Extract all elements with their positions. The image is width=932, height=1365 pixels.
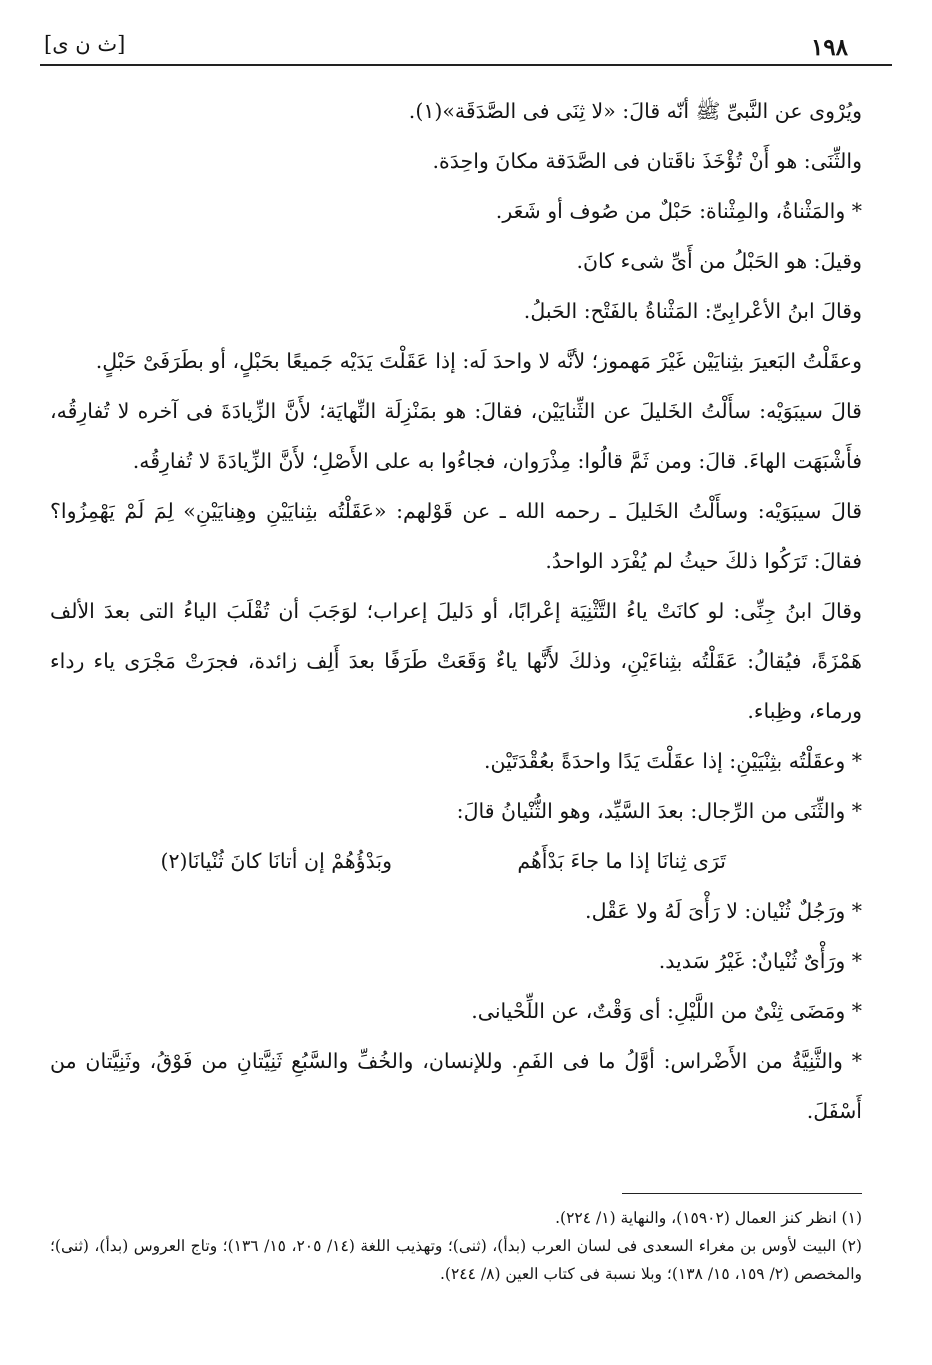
verse-first-hemistich: تَرَى ثِنانَا إذا ما جاءَ بَدْأَهُم	[517, 849, 726, 873]
paragraph: قالَ سيبَوَيْه: سأَلْتُ الخَليلَ عن الثِّنايَيْن، فقالَ: هو بمَنْزِلَة النِّهايَة؛ لأَنَّ الزِّيادَةَ فى آخره لا تُفارِقُه، فأَشْبَهَت الهاءَ. قالَ: ومن ثَمَّ قالُوا: مِذْرَوان، فجاءُوا به على الأَصْلِ؛ لأَنَّ الزِّيادَةَ لا تُفارِقُه.	[50, 399, 862, 473]
root-heading: [ث ن ى]	[44, 32, 126, 56]
paragraph: * وعقَلْتُه بثِنْيَيْنِ: إذا عقَلْتَ يَدًا واحدَةً بعُقْدَتَيْن.	[484, 749, 862, 773]
paragraph: ويُرْوى عن النَّبىِّ ﷺ أنّه قالَ: «لا ثِنَى فى الصَّدَقَة»(١).	[408, 99, 862, 123]
page-number: ١٩٨	[810, 34, 848, 61]
paragraph: * والمَثْناةُ، والمِثْناة: حَبْلٌ من صُوف أو شَعَر.	[495, 199, 862, 223]
paragraph: * ومَضَى ثِنْىٌ من اللَّيْلِ: أى وَقْتٌ، عن اللِّحْيانى.	[471, 999, 862, 1023]
entry-body	[50, 86, 862, 1136]
footnotes	[50, 1204, 862, 1288]
paragraph: وقالَ ابنُ الأعْرابِىِّ: المَثْناةُ بالفَتْح: الحَبلُ.	[523, 299, 862, 323]
paragraph: * والثِّنَى من الرِّجال: بعدَ السَّيِّد، وهو الثُّنْيانُ قالَ:	[456, 799, 862, 823]
paragraph: * ورَأْىٌ ثُنْيانٌ: غَيْرُ سَديد.	[658, 949, 862, 973]
footnote-rule	[622, 1193, 862, 1194]
paragraph: والثِّنَى: هو أَنْ تُؤْخَذَ ناقَتان فى الصَّدَقة مكانَ واحِدَة.	[432, 149, 862, 173]
paragraph: * ورَجُلٌ ثُنْيان: لا رَأْىَ لَهُ ولا عَقْل.	[585, 899, 862, 923]
footnote: (١) انظر كنز العمال (١٥٩٠٢)، والنهاية (١/ ٢٢٤).	[555, 1209, 862, 1227]
paragraph: وعقَلْتُ البَعيرَ بثِنايَيْن غَيْرَ مَهموز؛ لأنَّه لا واحدَ لَه: إذا عَقَلْتَ يَدَيْه جَميعًا بحَبْلٍ، أو بطَرَفَىْ حَبْلٍ.	[95, 349, 862, 373]
paragraph: وقيلَ: هو الحَبْلُ من أَىِّ شىء كانَ.	[576, 249, 862, 273]
verse-second-hemistich: وبَدْؤُهُمْ إن أتانَا كانَ ثُنْيانَا(٢)	[160, 849, 392, 873]
paragraph: قالَ سيبَوَيْه: وسأَلْتُ الخَليلَ ـ رحمه الله ـ عن قَوْلهم: «عَقَلْتُه بثِنايَيْنِ وهِنايَيْنِ» لِمَ لَمْ يَهْمِزُوا؟ فقالَ: تَرَكُوا ذلكَ حيثُ لم يُفْرَد الواحدُ.	[50, 499, 862, 573]
paragraph: * والثَّنِيَّةُ من الأَضْراس: أوَّلُ ما فى الفَمِ. وللإنسان، والخُفِّ والسَّبُعِ ثَنِيَّتانِ من فَوْقُ، وثَنِيَّتان من أَسْفَلَ.	[50, 1049, 862, 1123]
footnote: (٢) البيت لأوس بن مغراء السعدى فى لسان العرب (بدأ)، (ثنى)؛ وتهذيب اللغة (١٤/ ٢٠٥، ١٥/ ١٣٦)؛ وتاج العروس (بدأ)، (ثنى)؛ والمخصص (٢/ ١٥٩، ١٥/ ١٣٨)؛ وبلا نسبة فى كتاب العين (٨/ ٢٤٤).	[50, 1237, 862, 1283]
paragraph: وقالَ ابنُ جِنِّى: لو كانَتْ ياءُ التَّثْنِيَة إعْرابًا، أو دَليلَ إعراب؛ لوَجَبَ أن تُقْلَبَ الياءُ التى بعدَ الألف هَمْزَةً، فيُقالُ: عَقَلْتُه بثِناءَيْنِ، وذلكَ لأَنَّها ياءٌ وَقَعَتْ طَرَفًا بعدَ أَلِف زائدة، فجرَتْ مَجْرَى ياء رداء ورماء، وظِباء.	[50, 599, 862, 723]
header-rule	[40, 64, 892, 66]
poetry-verse	[50, 836, 862, 886]
